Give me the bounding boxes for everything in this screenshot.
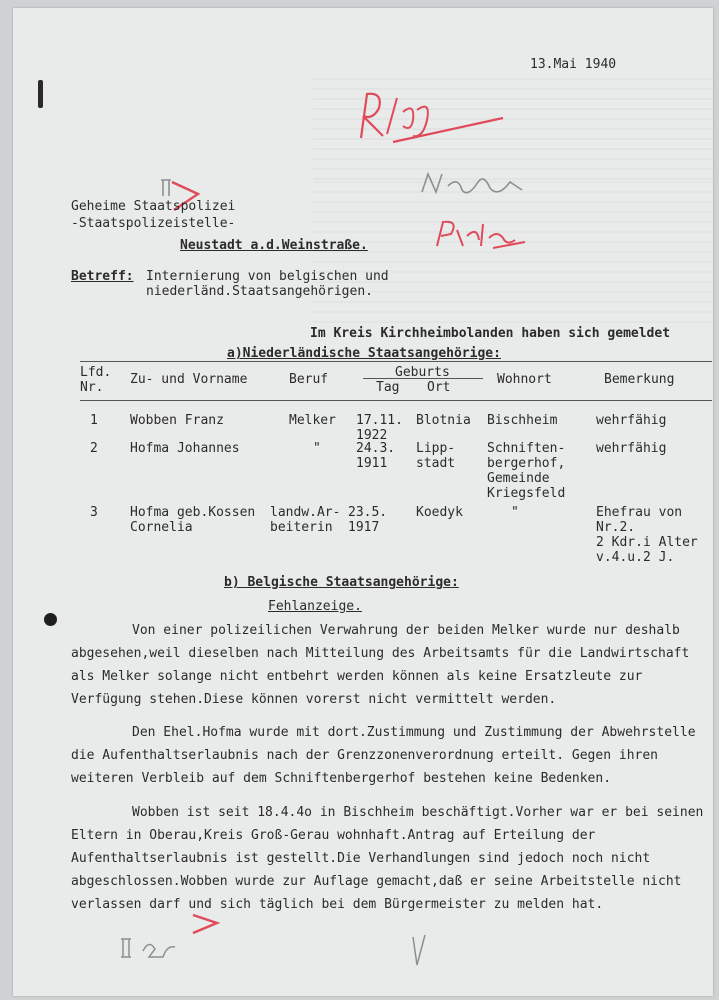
table-cell: Hofma Johannes bbox=[130, 441, 240, 456]
fehlanzeige: Fehlanzeige. bbox=[268, 599, 362, 614]
red-pencil-annotation bbox=[353, 86, 513, 146]
paragraph-2: Den Ehel.Hofma wurde mit dort.Zustimmung und Zustimmung der Abwehrstelle die Aufenthaltserlaubnis nach der Grenzzonenverordnung erteilt. Gegen ihren weiteren Verbleib auf dem Schniftenbergerhof bestehen keine Bedenken. bbox=[71, 725, 696, 786]
table-cell: Ehefrau von Nr.2. 2 Kdr.i Alter v.4.u.2 J. bbox=[596, 505, 698, 565]
table-cell: Bischheim bbox=[487, 413, 558, 428]
table-cell: Melker bbox=[289, 413, 336, 428]
table-cell: 17.11. 1922 bbox=[356, 413, 403, 443]
pencil-annotation bbox=[119, 933, 179, 963]
red-pencil-annotation bbox=[433, 216, 528, 252]
header-beruf: Beruf bbox=[289, 372, 329, 387]
table-cell: 1 bbox=[90, 413, 98, 428]
document-page bbox=[13, 8, 713, 996]
table-header-rule bbox=[80, 400, 712, 401]
paragraph-3: Wobben ist seit 18.4.4o in Bischheim beschäftigt.Vorher war er bei seinen Eltern in Oberau,Kreis Groß-Gerau wohnhaft.Antrag auf Erteilung der Aufenthaltserlaubnis ist gestellt.Die Verhandlungen sind jedoch noch nicht abgeschlossen.Wobben wurde zur Auflage gemacht,daß er seine Arbeitstelle nicht verlassen darf und sich täglich bei dem Bürgermeister zu melden hat. bbox=[71, 805, 704, 912]
table-cell: Blotnia bbox=[416, 413, 471, 428]
paragraph-1: Von einer polizeilichen Verwahrung der beiden Melker wurde nur deshalb abgesehen,weil dieselben nach Mitteilung des Arbeitsamts für die Landwirtschaft als Melker solange nicht entbehrt werden können als keine Ersatzleute zur Verfügung stehen.Diese können vorerst nicht vermittelt werden. bbox=[71, 623, 690, 707]
table-cell: Schniften- bergerhof, Gemeinde Kriegsfeld bbox=[487, 441, 566, 501]
recipient-line: -Staatspolizeistelle- bbox=[71, 216, 236, 231]
header-geburts: Geburts bbox=[395, 365, 450, 380]
table-cell: 3 bbox=[90, 505, 98, 520]
punch-hole bbox=[44, 613, 57, 626]
table-cell: Koedyk bbox=[416, 505, 463, 520]
subject-label: Betreff: bbox=[71, 269, 134, 284]
table-top-rule bbox=[80, 361, 712, 362]
section-a-heading: a)Niederländische Staatsangehörige: bbox=[227, 346, 501, 361]
table-cell: 24.3. 1911 bbox=[356, 441, 396, 471]
recipient-city: Neustadt a.d.Weinstraße. bbox=[180, 238, 368, 253]
header-ort: Ort bbox=[427, 380, 451, 395]
header-bemerkung: Bemerkung bbox=[604, 372, 675, 387]
subject-line-1: Internierung von belgischen und bbox=[146, 269, 389, 284]
table-cell: landw.Ar- beiterin bbox=[270, 505, 341, 535]
recipient-line: Geheime Staatspolizei bbox=[71, 199, 236, 214]
subject-line-2: niederländ.Staatsangehörigen. bbox=[146, 284, 373, 299]
pencil-annotation bbox=[418, 168, 528, 202]
header-tag: Tag bbox=[376, 380, 400, 395]
letter-date: 13.Mai 1940 bbox=[530, 57, 617, 72]
table-cell: wehrfähig bbox=[596, 413, 667, 428]
header-nr: Lfd. Nr. bbox=[80, 365, 112, 395]
header-wohnort: Wohnort bbox=[497, 372, 552, 387]
table-cell: 2 bbox=[90, 441, 98, 456]
table-cell: Hofma geb.Kossen Cornelia bbox=[130, 505, 256, 535]
table-cell: 23.5. 1917 bbox=[348, 505, 388, 535]
table-cell: " bbox=[313, 441, 321, 456]
pencil-annotation bbox=[159, 178, 181, 198]
table-cell: Wobben Franz bbox=[130, 413, 224, 428]
table-cell: Lipp- stadt bbox=[416, 441, 456, 471]
header-name: Zu- und Vorname bbox=[130, 372, 248, 387]
pencil-annotation bbox=[409, 933, 429, 969]
punch-hole-top bbox=[38, 80, 43, 108]
section-b-text: b) Belgische Staatsangehörige: bbox=[224, 575, 459, 590]
intro-line: Im Kreis Kirchheimbolanden haben sich gemeldet bbox=[310, 326, 671, 341]
table-cell: " bbox=[511, 505, 519, 520]
table-cell: wehrfähig bbox=[596, 441, 667, 456]
section-b-heading bbox=[224, 575, 459, 590]
